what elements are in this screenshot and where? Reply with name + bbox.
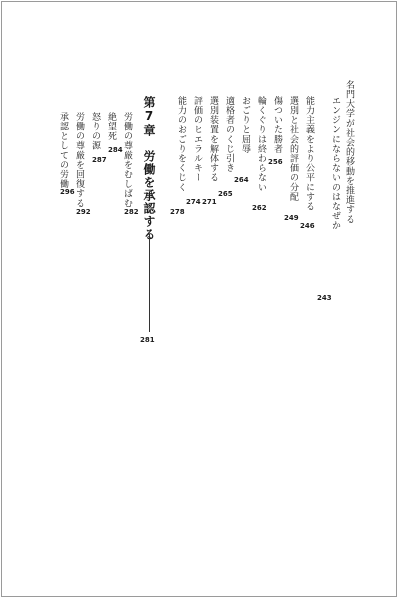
toc-page-number: 271 [202,198,217,206]
toc-entry-title: 選別装置を解体する [208,96,218,183]
page-border [1,1,397,597]
toc-entry-title-continued: エンジンにならないのはなぜか [330,96,340,231]
toc-entry-title: 輪くぐりは終わらない [256,96,266,192]
toc-entry-title: 名門大学が社会的移動を推進する [344,80,354,224]
toc-page-number: 284 [108,146,123,154]
toc-page-number: 262 [252,204,267,212]
chapter-leader-line [149,234,150,332]
toc-page-number: 287 [92,156,107,164]
toc-page-number: 292 [76,208,91,216]
toc-entry-title: 労働の尊厳をむしばむ [122,112,132,208]
toc-page-number: 296 [60,188,75,196]
toc-entry-title: 承認としての労働 [58,112,68,189]
toc-page-number: 249 [284,214,299,222]
toc-page-number: 264 [234,176,249,184]
toc-page-number: 282 [124,208,139,216]
chapter-heading: 第7章 労働を承認する [142,96,156,241]
toc-page-number: 278 [170,208,185,216]
toc-entry-title: おごりと屈辱 [240,96,250,154]
toc-entry-title: 絶望死 [106,112,116,141]
toc-entry-title: 評価のヒエラルキー [192,96,202,183]
toc-page-number: 243 [317,294,332,302]
toc-page-number: 246 [300,222,315,230]
toc-entry-title: 労働の尊厳を回復する [74,112,84,208]
toc-page-number: 256 [268,158,283,166]
toc-entry-title: 能力のおごりをくじく [176,96,186,192]
toc-entry-title: 選別と社会的評価の分配 [288,96,298,202]
toc-page-number: 274 [186,198,201,206]
chapter-page-number: 281 [140,336,155,344]
toc-entry-title: 適格者のくじ引き [224,96,234,173]
toc-page-number: 265 [218,190,233,198]
toc-entry-title: 傷ついた勝者 [272,96,282,154]
toc-entry-title: 能力主義をより公平にする [304,96,314,212]
toc-entry-title: 怒りの源 [90,112,100,151]
